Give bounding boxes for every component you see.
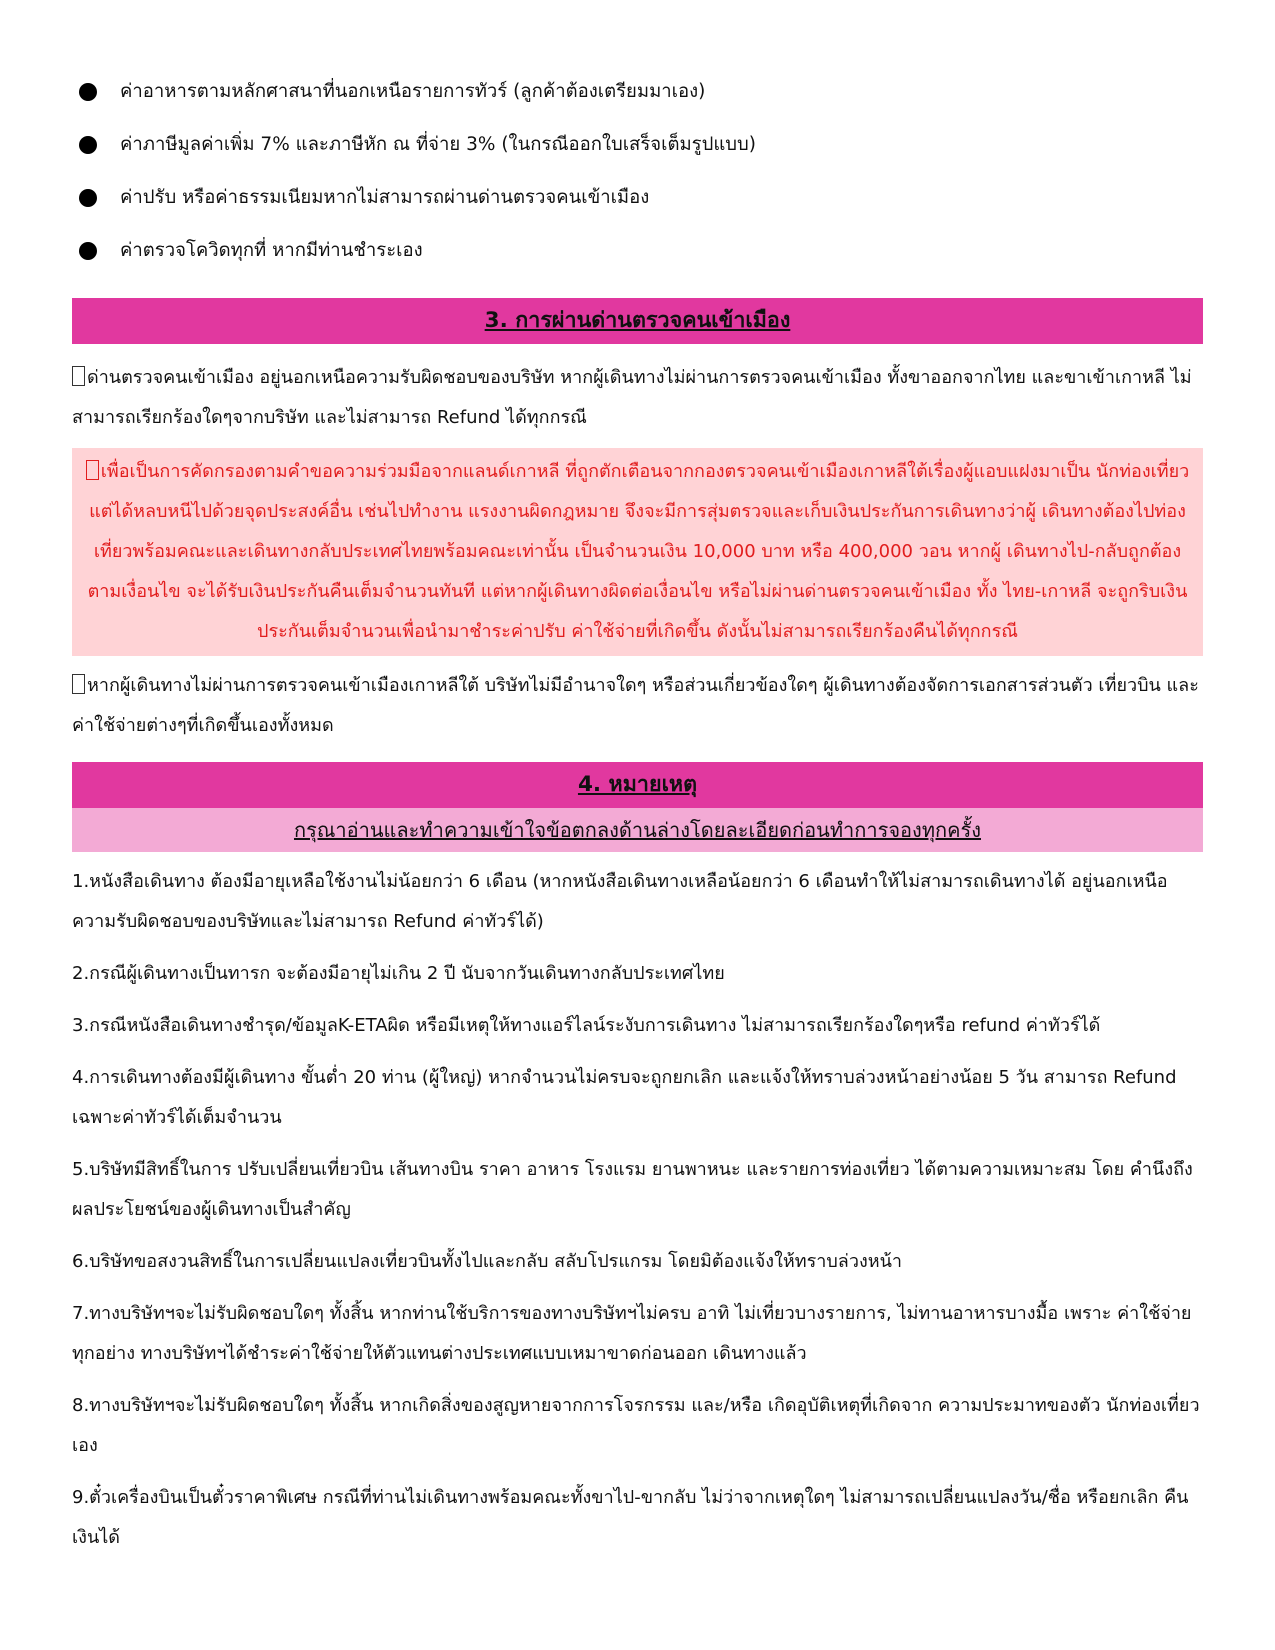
bullet-dot-icon (79, 189, 97, 207)
list-item (72, 125, 1203, 178)
list-item-text: ค่าภาษีมูลค่าเพิ่ม 7% และภาษีหัก ณ ที่จ่าย 3% (ในกรณีออกใบเสร็จเต็มรูปแบบ) (120, 134, 756, 155)
deposit-warning-box (72, 448, 1203, 656)
note-item: 7.ทางบริษัทฯจะไม่รับผิดชอบใดๆ ทั้งสิ้น หากท่านใช้บริการของทางบริษัทฯไม่ครบ อาทิ ไม่เที่ยวบางรายการ, ไม่ทานอาหารบางมื้อ เพราะ ค่าใช้จ่ายทุกอย่าง ทางบริษัทฯได้ชำระค่าใช้จ่ายให้ตัวแทนต่างประเทศแบบเหมาขาดก่อนออก เดินทางแล้ว (72, 1303, 1192, 1364)
list-item-text: ค่าปรับ หรือค่าธรรมเนียมหากไม่สามารถผ่านด่านตรวจคนเข้าเมือง (120, 187, 650, 208)
note-item: 9.ตั๋วเครื่องบินเป็นตั๋วราคาพิเศษ กรณีที่ท่านไม่เดินทางพร้อมคณะทั้งขาไป-ขากลับ ไม่ว่าจากเหตุใดๆ ไม่สามารถเปลี่ยนแปลงวัน/ชื่อ หรือยกเลิก คืนเงินได้ (72, 1487, 1189, 1548)
bullet-dot-icon (79, 83, 97, 101)
korea-immigration-paragraph (72, 666, 1203, 746)
note-item: 2.กรณีผู้เดินทางเป็นทารก จะต้องมีอายุไม่เกิน 2 ปี นับจากวันเดินทางกลับประเทศไทย (72, 963, 725, 984)
section-4-header: 4. หมายเหตุ (72, 762, 1203, 808)
list-item (72, 178, 1203, 231)
list-item (72, 72, 1203, 125)
note-item: 8.ทางบริษัทฯจะไม่รับผิดชอบใดๆ ทั้งสิ้น หากเกิดสิ่งของสูญหายจากการโจรกรรม และ/หรือ เกิดอุบัติเหตุที่เกิดจาก ความประมาทของตัว นักท่องเที่ยวเอง (72, 1395, 1200, 1456)
section-4-subheader: กรุณาอ่านและทำความเข้าใจข้อตกลงด้านล่างโดยละเอียดก่อนทำการจองทุกครั้ง (72, 808, 1203, 852)
note-item: 1.หนังสือเดินทาง ต้องมีอายุเหลือใช้งานไม่น้อยกว่า 6 เดือน (หากหนังสือเดินทางเหลือน้อยกว่า 6 เดือนทำให้ไม่สามารถเดินทางได้ อยู่นอกเหนือ ความรับผิดชอบของบริษัทและไม่สามารถ Refund ค่าทัวร์ได้) (72, 871, 1168, 932)
note-item: 4.การเดินทางต้องมีผู้เดินทาง ขั้นต่ำ 20 ท่าน (ผู้ใหญ่) หากจำนวนไม่ครบจะถูกยกเลิก และแจ้งให้ทราบล่วงหน้าอย่างน้อย 5 วัน สามารถ Refund เฉพาะค่าทัวร์ได้เต็มจำนวน (72, 1067, 1177, 1128)
note-item: 3.กรณีหนังสือเดินทางชำรุด/ข้อมูลK-ETAผิด หรือมีเหตุให้ทางแอร์ไลน์ระงับการเดินทาง ไม่สามารถเรียกร้องใดๆหรือ refund ค่าทัวร์ได้ (72, 1015, 1101, 1036)
checkbox-placeholder-icon (86, 460, 99, 480)
korea-immigration-paragraph-text: หากผู้เดินทางไม่ผ่านการตรวจคนเข้าเมืองเกาหลีใต้ บริษัทไม่มีอำนาจใดๆ หรือส่วนเกี่ยวข้องใดๆ ผู้เดินทางต้องจัดการเอกสารส่วนตัว เที่ยวบิน และค่าใช้จ่ายต่างๆที่เกิดขึ้นเองทั้งหมด (72, 675, 1199, 736)
note-item: 5.บริษัทมีสิทธิ์ในการ ปรับเปลี่ยนเที่ยวบิน เส้นทางบิน ราคา อาหาร โรงแรม ยานพาหนะ และรายการท่องเที่ยว ได้ตามความเหมาะสม โดย คำนึงถึงผลประโยชน์ของผู้เดินทางเป็นสำคัญ (72, 1159, 1193, 1220)
bullet-dot-icon (79, 242, 97, 260)
immigration-paragraph (72, 358, 1203, 438)
list-item (72, 231, 1203, 284)
checkbox-placeholder-icon (72, 674, 85, 694)
list-item-text: ค่าตรวจโควิดทุกที่ หากมีท่านชำระเอง (120, 240, 423, 261)
checkbox-placeholder-icon (72, 366, 85, 386)
deposit-warning-text: เพื่อเป็นการคัดกรองตามคำขอความร่วมมือจากแลนด์เกาหลี ที่ถูกตักเตือนจากกองตรวจคนเข้าเมืองเกาหลีใต้เรื่องผู้แอบแฝงมาเป็น นักท่องเที่ยว แต่ได้หลบหนีไปด้วยจุดประสงค์อื่น เช่นไปทำงาน แรงงานผิดกฎหมาย จึงจะมีการสุ่มตรวจและเก็บเงินประกันการเดินทางว่าผู้ เดินทางต้องไปท่องเที่ยวพร้อมคณะและเดินทางกลับประเทศไทยพร้อมคณะเท่านั้น เป็นจำนวนเงิน 10,000 บาท หรือ 400,000 วอน หากผู้ เดินทางไป-กลับถูกต้องตามเงื่อนไข จะได้รับเงินประกันคืนเต็มจำนวนทันที แต่หากผู้เดินทางผิดต่อเงื่อนไข หรือไม่ผ่านด่านตรวจคนเข้าเมือง ทั้ง ไทย-เกาหลี จะถูกริบเงินประกันเต็มจำนวนเพื่อนำมาชำระค่าปรับ ค่าใช้จ่ายที่เกิดขึ้น ดังนั้นไม่สามารถเรียกร้องคืนได้ทุกกรณี (87, 461, 1190, 642)
bullet-dot-icon (79, 136, 97, 154)
note-item: 6.บริษัทขอสงวนสิทธิ์ในการเปลี่ยนแปลงเที่ยวบินทั้งไปและกลับ สลับโปรแกรม โดยมิต้องแจ้งให้ทราบล่วงหน้า (72, 1251, 903, 1272)
document-page (72, 72, 1203, 1570)
excluded-items-list (72, 72, 1203, 284)
list-item-text: ค่าอาหารตามหลักศาสนาที่นอกเหนือรายการทัวร์ (ลูกค้าต้องเตรียมมาเอง) (120, 81, 706, 102)
immigration-paragraph-text: ด่านตรวจคนเข้าเมือง อยู่นอกเหนือความรับผิดชอบของบริษัท หากผู้เดินทางไม่ผ่านการตรวจคนเข้าเมือง ทั้งขาออกจากไทย และขาเข้าเกาหลี ไม่สามารถเรียกร้องใดๆจากบริษัท และไม่สามารถ Refund ได้ทุกกรณี (72, 367, 1192, 428)
section-3-header: 3. การผ่านด่านตรวจคนเข้าเมือง (72, 298, 1203, 344)
